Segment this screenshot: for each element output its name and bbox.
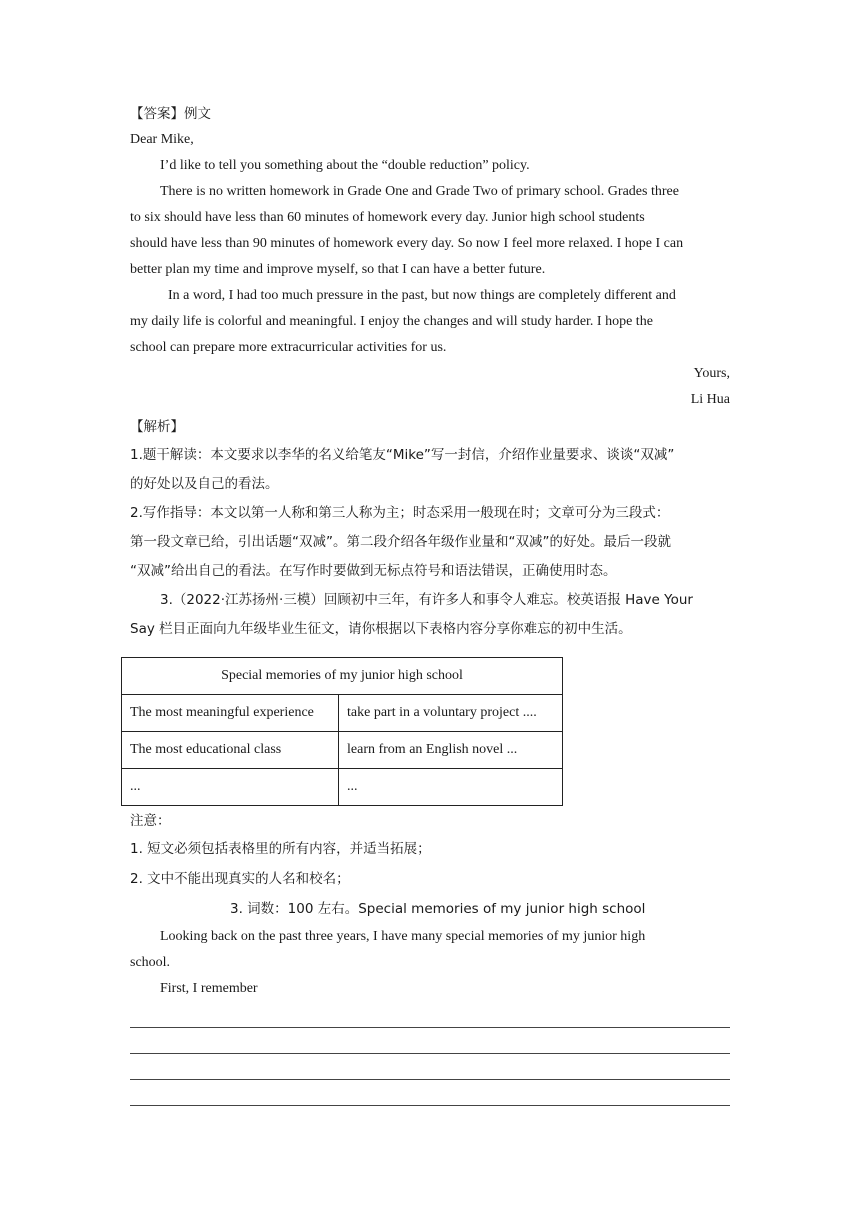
table-cell: ...: [122, 769, 339, 806]
table-cell: ...: [339, 769, 563, 806]
letter-paragraph-1: I’d like to tell you something about the “double reduction” policy.: [160, 158, 530, 173]
table-cell: The most meaningful experience: [122, 695, 339, 732]
note-item: 2. 文中不能出现真实的人名和校名；: [130, 871, 350, 887]
letter-paragraph-2: [130, 179, 730, 283]
question-line: Say 栏目正面向九年级毕业生征文，请你根据以下表格内容分享你难忘的初中生活。: [130, 621, 632, 637]
answer-heading: 【答案】例文: [130, 106, 211, 122]
letter-signature: Li Hua: [690, 392, 730, 407]
table-cell: The most educational class: [122, 732, 339, 769]
paragraph-line: school can prepare more extracurricular activities for us.: [130, 340, 447, 355]
writing-lines: [130, 1002, 730, 1106]
table-header-row: [122, 658, 563, 695]
table-row: [122, 732, 563, 769]
analysis-line: 的好处以及自己的看法。: [130, 476, 279, 492]
analysis-line: 第一段文章已给，引出话题“双减”。第二段介绍各年级作业量和“双减”的好处。最后一段就: [130, 534, 671, 550]
analysis-line: 2.写作指导：本文以第一人称和第三人称为主；时态采用一般现在时；文章可分为三段式：: [130, 505, 670, 521]
analysis-point-1: [130, 440, 730, 499]
note-item: 1. 短文必须包括表格里的所有内容，并适当拓展；: [130, 841, 431, 857]
analysis-line: 1.题干解读：本文要求以李华的名义给笔友“Mike”写一封信，介绍作业量要求、谈谈“双减”: [130, 447, 675, 463]
document-body: [130, 101, 730, 644]
memories-table: [121, 657, 563, 806]
writing-line[interactable]: [130, 1028, 730, 1054]
analysis-point-2: [130, 499, 730, 586]
paragraph-line: In a word, I had too much pressure in the past, but now things are completely different and: [168, 288, 676, 303]
essay-start-line: school.: [130, 955, 171, 970]
writing-line[interactable]: [130, 1080, 730, 1106]
table-row: [122, 769, 563, 806]
essay-start-line: Looking back on the past three years, I have many special memories of my junior high: [160, 929, 646, 944]
analysis-heading: 【解析】: [130, 419, 184, 435]
question-prompt: [130, 586, 730, 644]
analysis-line: “双减”给出自己的看法。在写作时要做到无标点符号和语法错误，正确使用时态。: [130, 563, 617, 579]
note-item: 3. 词数：100 左右。Special memories of my junior high school: [230, 901, 646, 917]
paragraph-line: should have less than 90 minutes of homework every day. So now I feel more relaxed. I hope I can: [130, 236, 684, 251]
writing-line[interactable]: [130, 1002, 730, 1028]
writing-line[interactable]: [130, 1054, 730, 1080]
paragraph-line: better plan my time and improve myself, so that I can have a better future.: [130, 262, 546, 277]
essay-start-line: First, I remember: [160, 981, 258, 996]
question-line: 3.（2022·江苏扬州·三模）回顾初中三年，有许多人和事令人难忘。校英语报 Have Your: [160, 592, 693, 608]
table-row: [122, 695, 563, 732]
paragraph-line: my daily life is colorful and meaningful. I enjoy the changes and will study harder. I hope the: [130, 314, 653, 329]
letter-closing: Yours,: [693, 366, 730, 381]
letter-paragraph-3: [130, 283, 730, 361]
notes-section: [130, 808, 730, 1106]
paragraph-line: There is no written homework in Grade One and Grade Two of primary school. Grades three: [160, 184, 679, 199]
notes-heading: 注意：: [130, 813, 171, 829]
table-cell: take part in a voluntary project ....: [339, 695, 563, 732]
table-cell: learn from an English novel ...: [339, 732, 563, 769]
paragraph-line: to six should have less than 60 minutes of homework every day. Junior high school students: [130, 210, 645, 225]
table-title: Special memories of my junior high school: [122, 658, 563, 695]
letter-greeting: Dear Mike,: [130, 132, 194, 147]
